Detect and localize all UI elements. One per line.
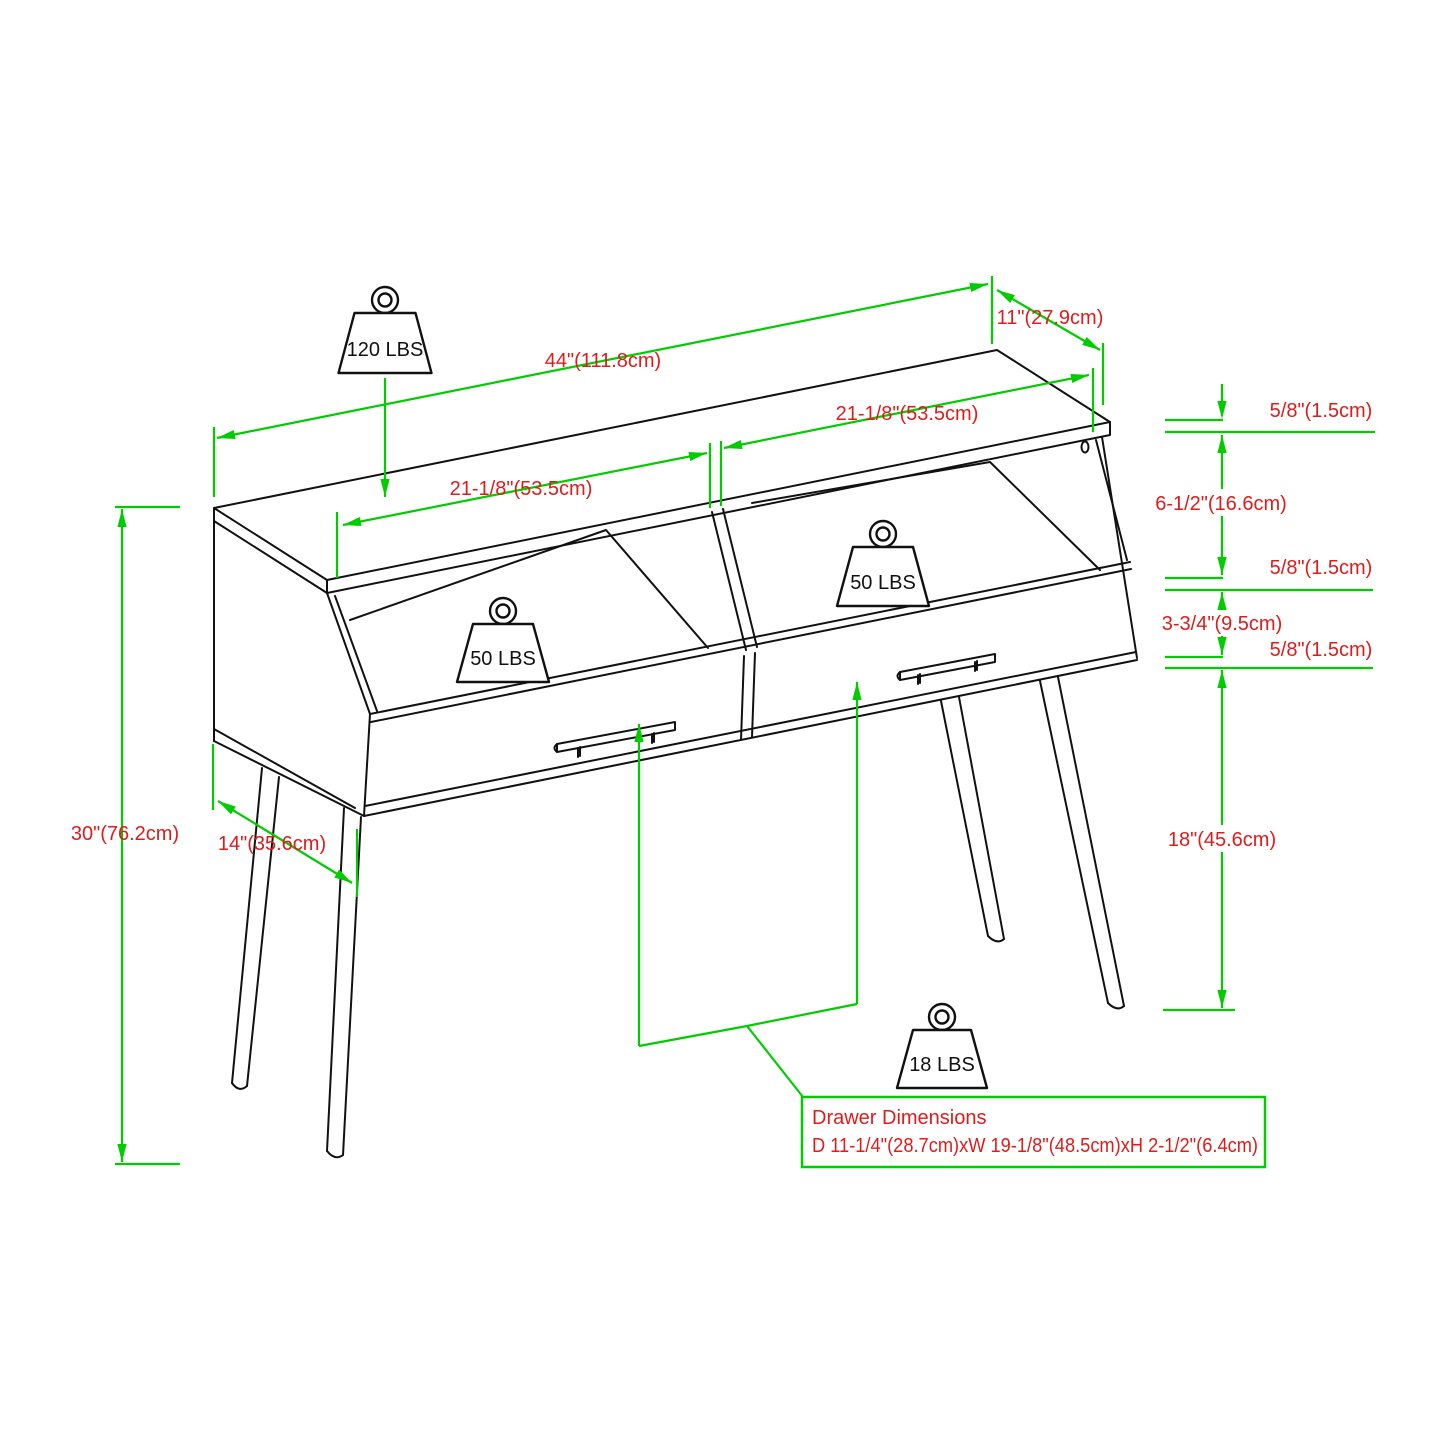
weight-icon-cubby-left-label: 50 LBS xyxy=(470,648,536,670)
dim-overall-width-label: 44"(111.8cm) xyxy=(544,350,662,372)
weight-icon-cubby-left xyxy=(457,598,549,682)
dim-leg-height-label: 18"(45.6cm) xyxy=(1167,829,1277,851)
dim-side-depth xyxy=(213,744,357,897)
drawer-handle-left xyxy=(555,722,676,757)
dim-cubby-height xyxy=(1151,435,1292,575)
cam-hole xyxy=(1082,442,1089,453)
dim-bottom-thickness xyxy=(1165,639,1373,668)
dim-shelf-thickness xyxy=(1165,557,1373,590)
dim-bottom-thickness-label: 5/8"(1.5cm) xyxy=(1269,639,1373,661)
dim-drawer-band-height-label: 3-3/4"(9.5cm) xyxy=(1161,613,1283,635)
dim-side-depth-label: 14"(35.6cm) xyxy=(217,833,327,855)
dim-cubby-width-left-label: 21-1/8"(53.5cm) xyxy=(449,478,593,500)
dim-cubby-width-right-label: 21-1/8"(53.5cm) xyxy=(835,403,979,425)
weight-icon-top xyxy=(339,287,432,373)
dim-overall-depth-label: 11"(27.9cm) xyxy=(996,307,1104,329)
weight-icon-drawer-label: 18 LBS xyxy=(909,1054,975,1076)
weight-icon-cubby-right-label: 50 LBS xyxy=(850,572,916,594)
weight-icon-top-label: 120 LBS xyxy=(346,339,424,361)
dim-overall-height-label: 30"(76.2cm) xyxy=(70,823,180,845)
drawer-handle-right xyxy=(898,654,996,684)
drawer-note-title: Drawer Dimensions xyxy=(812,1107,987,1129)
dim-overall-height xyxy=(71,507,180,1164)
console-table-drawing xyxy=(214,350,1137,1157)
dim-leg-height xyxy=(1160,670,1286,1010)
drawer-note-detail: D 11-1/4"(28.7cm)xW 19-1/8"(48.5cm)xH 2-1/2"(6.4cm) xyxy=(812,1135,1258,1157)
weight-icon-cubby-right xyxy=(837,521,929,606)
weight-icon-drawer xyxy=(897,1004,987,1088)
dim-overall-depth xyxy=(997,290,1104,405)
drawer-dimensions-callout xyxy=(634,682,1265,1167)
dim-top-thickness-label: 5/8"(1.5cm) xyxy=(1269,400,1373,422)
dim-cubby-width-left xyxy=(337,443,710,578)
weight-arrow-top xyxy=(380,378,389,497)
dim-top-thickness xyxy=(1165,384,1375,432)
dim-overall-width xyxy=(214,276,992,497)
dim-cubby-height-label: 6-1/2"(16.6cm) xyxy=(1155,493,1287,515)
dim-shelf-thickness-label: 5/8"(1.5cm) xyxy=(1269,557,1373,579)
